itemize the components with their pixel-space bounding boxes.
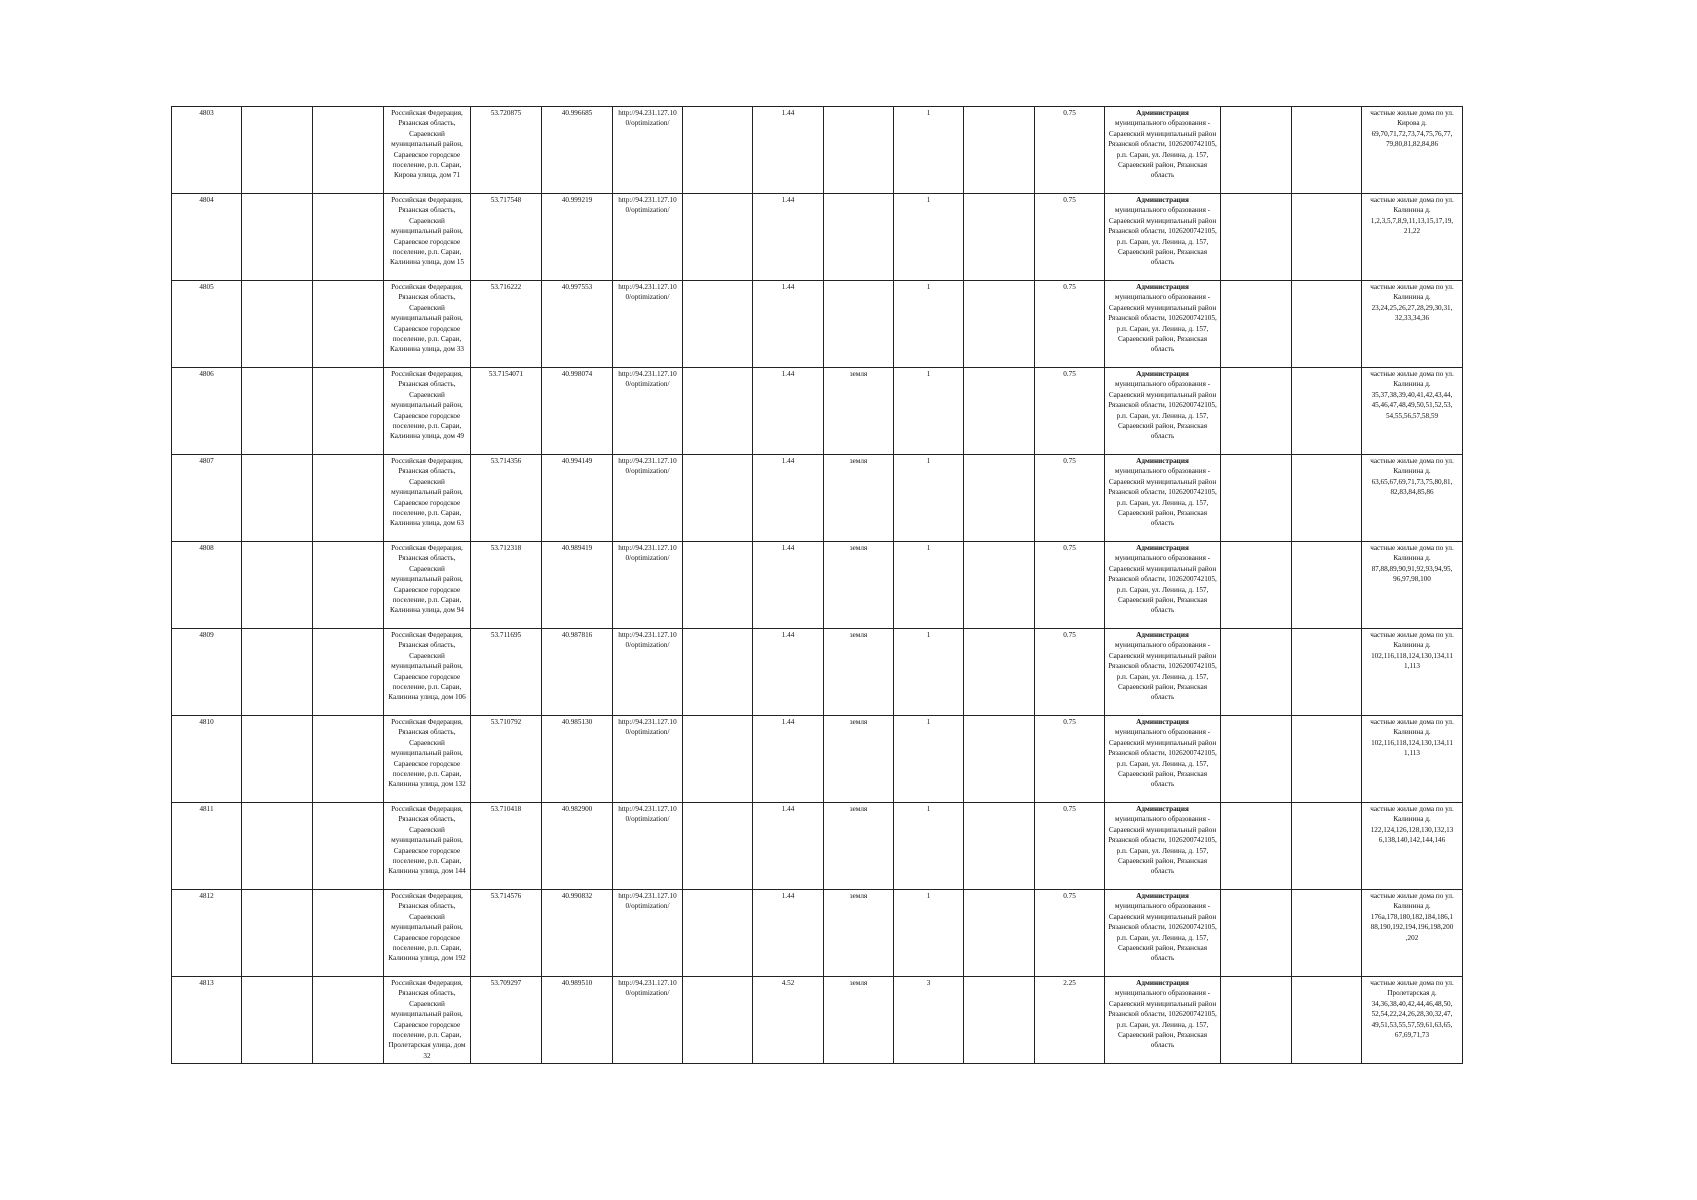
address-cell: Российская Федерация, Рязанская область, Сараевский муниципальный район, Сараевское городское поселение, р.п. Сараи, Калинина улица, дом 192: [384, 890, 471, 977]
latitude-cell: 53.716222: [471, 281, 542, 368]
container-count-cell: 1: [894, 107, 964, 194]
latitude-cell: 53.714356: [471, 455, 542, 542]
area-cell: 4.52: [753, 977, 824, 1064]
empty-cell: [964, 716, 1035, 803]
latitude-cell: 53.710792: [471, 716, 542, 803]
area-cell: 1.44: [753, 107, 824, 194]
table-row: [172, 890, 1463, 977]
address-cell: Российская Федерация, Рязанская область, Сараевский муниципальный район, Сараевское городское поселение, р.п. Сараи, Калинина улица, дом 33: [384, 281, 471, 368]
table-row: [172, 455, 1463, 542]
container-count-cell: 1: [894, 281, 964, 368]
source-cell: частные жилые дома по ул. Калинина д. 23,24,25,26,27,28,29,30,31, 32,33,34,36: [1362, 281, 1463, 368]
row-number: 4804: [172, 194, 242, 281]
area-cell: 1.44: [753, 803, 824, 890]
empty-cell: [1221, 281, 1292, 368]
link-cell[interactable]: http://94.231.127.10 0/optimization/: [613, 542, 683, 629]
source-cell: частные жилые дома по ул. Кирова д. 69,70,71,72,73,74,75,76,77, 79,80,81,82,84,86: [1362, 107, 1463, 194]
owner-cell: [1105, 716, 1221, 803]
empty-cell: [313, 890, 384, 977]
longitude-cell: 40.996685: [542, 107, 613, 194]
longitude-cell: 40.998074: [542, 368, 613, 455]
owner-cell: [1105, 368, 1221, 455]
empty-cell: [242, 803, 313, 890]
table-row: [172, 107, 1463, 194]
table-row: [172, 716, 1463, 803]
volume-cell: 0.75: [1035, 455, 1105, 542]
owner-heading: Администрация: [1136, 979, 1189, 987]
empty-cell: [313, 194, 384, 281]
empty-cell: [1221, 542, 1292, 629]
empty-cell: [1292, 716, 1362, 803]
cover-type-cell: [824, 194, 894, 281]
table-row: [172, 977, 1463, 1064]
empty-cell: [683, 281, 753, 368]
row-number: 4809: [172, 629, 242, 716]
owner-cell: [1105, 194, 1221, 281]
area-cell: 1.44: [753, 368, 824, 455]
empty-cell: [313, 629, 384, 716]
empty-cell: [964, 629, 1035, 716]
longitude-cell: 40.982900: [542, 803, 613, 890]
link-cell[interactable]: http://94.231.127.10 0/optimization/: [613, 716, 683, 803]
empty-cell: [1292, 890, 1362, 977]
link-cell[interactable]: http://94.231.127.10 0/optimization/: [613, 977, 683, 1064]
cover-type-cell: земля: [824, 977, 894, 1064]
owner-cell: [1105, 107, 1221, 194]
empty-cell: [313, 455, 384, 542]
link-cell[interactable]: http://94.231.127.10 0/optimization/: [613, 455, 683, 542]
area-cell: 1.44: [753, 629, 824, 716]
area-cell: 1.44: [753, 716, 824, 803]
owner-text: муниципального образования - Сараевский муниципальный район Рязанской области, 1026200742105, р.п. Сараи, ул. Ленина, д. 157, Сараевский район, Рязанская область: [1108, 293, 1217, 354]
empty-cell: [1221, 629, 1292, 716]
owner-cell: [1105, 455, 1221, 542]
owner-text: муниципального образования - Сараевский муниципальный район Рязанской области, 1026200742105, р.п. Сараи, ул. Ленина, д. 157, Сараевский район, Рязанская область: [1108, 902, 1217, 963]
owner-text: муниципального образования - Сараевский муниципальный район Рязанской области, 1026200742105, р.п. Сараи, ул. Ленина, д. 157, Сараевский район, Рязанская область: [1108, 119, 1217, 180]
source-cell: частные жилые дома по ул. Пролетарская д. 34,36,38,40,42,44,46,48,50, 52,54,22,24,26,28,30,32,47, 49,51,53,55,57,59,61,63,65, 67,69,71,73: [1362, 977, 1463, 1064]
empty-cell: [683, 803, 753, 890]
row-number: 4803: [172, 107, 242, 194]
empty-cell: [313, 107, 384, 194]
empty-cell: [313, 542, 384, 629]
empty-cell: [1221, 194, 1292, 281]
empty-cell: [1292, 455, 1362, 542]
area-cell: 1.44: [753, 542, 824, 629]
source-cell: частные жилые дома по ул. Калинина д. 176а,178,180,182,184,186,1 88,190,192,194,196,198,200 ,202: [1362, 890, 1463, 977]
link-cell[interactable]: http://94.231.127.10 0/optimization/: [613, 803, 683, 890]
volume-cell: 0.75: [1035, 803, 1105, 890]
owner-heading: Администрация: [1136, 544, 1189, 552]
cover-type-cell: земля: [824, 890, 894, 977]
row-number: 4808: [172, 542, 242, 629]
link-cell[interactable]: http://94.231.127.10 0/optimization/: [613, 107, 683, 194]
latitude-cell: 53.717548: [471, 194, 542, 281]
container-count-cell: 3: [894, 977, 964, 1064]
empty-cell: [964, 977, 1035, 1064]
address-cell: Российская Федерация, Рязанская область, Сараевский муниципальный район, Сараевское городское поселение, р.п. Сараи, Пролетарская улица, дом 32: [384, 977, 471, 1064]
owner-heading: Администрация: [1136, 109, 1189, 117]
registry-table: [171, 106, 1463, 1064]
empty-cell: [964, 542, 1035, 629]
link-cell[interactable]: http://94.231.127.10 0/optimization/: [613, 368, 683, 455]
empty-cell: [1292, 803, 1362, 890]
cover-type-cell: [824, 281, 894, 368]
longitude-cell: 40.989510: [542, 977, 613, 1064]
empty-cell: [313, 977, 384, 1064]
owner-heading: Администрация: [1136, 370, 1189, 378]
longitude-cell: 40.990832: [542, 890, 613, 977]
empty-cell: [242, 542, 313, 629]
empty-cell: [1221, 890, 1292, 977]
empty-cell: [683, 107, 753, 194]
latitude-cell: 53.7154071: [471, 368, 542, 455]
owner-text: муниципального образования - Сараевский муниципальный район Рязанской области, 1026200742105, р.п. Сараи, ул. Ленина, д. 157, Сараевский район, Рязанская область: [1108, 989, 1217, 1050]
owner-text: муниципального образования - Сараевский муниципальный район Рязанской области, 1026200742105, р.п. Сараи, ул. Ленина, д. 157, Сараевский район, Рязанская область: [1108, 815, 1217, 876]
owner-text: муниципального образования - Сараевский муниципальный район Рязанской области, 1026200742105, р.п. Сараи, ул. Ленина, д. 157, Сараевский район, Рязанская область: [1108, 467, 1217, 528]
area-cell: 1.44: [753, 890, 824, 977]
owner-text: муниципального образования - Сараевский муниципальный район Рязанской области, 1026200742105, р.п. Сараи, ул. Ленина, д. 157, Сараевский район, Рязанская область: [1108, 554, 1217, 615]
source-cell: частные жилые дома по ул. Калинина д. 1,2,3,5,7,8,9,11,13,15,17,19, 21,22: [1362, 194, 1463, 281]
volume-cell: 0.75: [1035, 368, 1105, 455]
container-count-cell: 1: [894, 890, 964, 977]
area-cell: 1.44: [753, 455, 824, 542]
empty-cell: [313, 281, 384, 368]
empty-cell: [242, 629, 313, 716]
container-count-cell: 1: [894, 455, 964, 542]
owner-text: муниципального образования - Сараевский муниципальный район Рязанской области, 1026200742105, р.п. Сараи, ул. Ленина, д. 157, Сараевский район, Рязанская область: [1108, 641, 1217, 702]
source-cell: частные жилые дома по ул. Калинина д. 102,116,118,124,130,134,11 1,113: [1362, 716, 1463, 803]
owner-cell: [1105, 803, 1221, 890]
row-number: 4811: [172, 803, 242, 890]
row-number: 4812: [172, 890, 242, 977]
link-cell[interactable]: http://94.231.127.10 0/optimization/: [613, 281, 683, 368]
container-count-cell: 1: [894, 716, 964, 803]
address-cell: Российская Федерация, Рязанская область, Сараевский муниципальный район, Сараевское городское поселение, р.п. Сараи, Калинина улица, дом 144: [384, 803, 471, 890]
owner-cell: [1105, 629, 1221, 716]
latitude-cell: 53.714576: [471, 890, 542, 977]
empty-cell: [242, 977, 313, 1064]
empty-cell: [964, 890, 1035, 977]
cover-type-cell: земля: [824, 803, 894, 890]
empty-cell: [683, 542, 753, 629]
owner-heading: Администрация: [1136, 283, 1189, 291]
empty-cell: [964, 455, 1035, 542]
container-count-cell: 1: [894, 629, 964, 716]
latitude-cell: 53.710418: [471, 803, 542, 890]
empty-cell: [683, 629, 753, 716]
address-cell: Российская Федерация, Рязанская область, Сараевский муниципальный район, Сараевское городское поселение, р.п. Сараи, Кирова улица, дом 71: [384, 107, 471, 194]
source-cell: частные жилые дома по ул. Калинина д. 63,65,67,69,71,73,75,80,81, 82,83,84,85,86: [1362, 455, 1463, 542]
owner-cell: [1105, 542, 1221, 629]
volume-cell: 2.25: [1035, 977, 1105, 1064]
volume-cell: 0.75: [1035, 194, 1105, 281]
empty-cell: [683, 455, 753, 542]
cover-type-cell: земля: [824, 629, 894, 716]
latitude-cell: 53.720875: [471, 107, 542, 194]
empty-cell: [242, 716, 313, 803]
latitude-cell: 53.711695: [471, 629, 542, 716]
table-row: [172, 629, 1463, 716]
empty-cell: [1292, 368, 1362, 455]
latitude-cell: 53.709297: [471, 977, 542, 1064]
volume-cell: 0.75: [1035, 890, 1105, 977]
volume-cell: 0.75: [1035, 281, 1105, 368]
empty-cell: [242, 368, 313, 455]
cover-type-cell: [824, 107, 894, 194]
volume-cell: 0.75: [1035, 107, 1105, 194]
address-cell: Российская Федерация, Рязанская область, Сараевский муниципальный район, Сараевское городское поселение, р.п. Сараи, Калинина улица, дом 132: [384, 716, 471, 803]
volume-cell: 0.75: [1035, 629, 1105, 716]
address-cell: Российская Федерация, Рязанская область, Сараевский муниципальный район, Сараевское городское поселение, р.п. Сараи, Калинина улица, дом 106: [384, 629, 471, 716]
container-count-cell: 1: [894, 803, 964, 890]
longitude-cell: 40.994149: [542, 455, 613, 542]
owner-cell: [1105, 281, 1221, 368]
empty-cell: [242, 890, 313, 977]
owner-text: муниципального образования - Сараевский муниципальный район Рязанской области, 1026200742105, р.п. Сараи, ул. Ленина, д. 157, Сараевский район, Рязанская область: [1108, 728, 1217, 789]
empty-cell: [313, 803, 384, 890]
cover-type-cell: земля: [824, 542, 894, 629]
row-number: 4810: [172, 716, 242, 803]
owner-cell: [1105, 977, 1221, 1064]
empty-cell: [964, 803, 1035, 890]
container-count-cell: 1: [894, 194, 964, 281]
volume-cell: 0.75: [1035, 542, 1105, 629]
empty-cell: [1221, 716, 1292, 803]
address-cell: Российская Федерация, Рязанская область, Сараевский муниципальный район, Сараевское городское поселение, р.п. Сараи, Калинина улица, дом 49: [384, 368, 471, 455]
empty-cell: [1221, 977, 1292, 1064]
longitude-cell: 40.989419: [542, 542, 613, 629]
empty-cell: [964, 281, 1035, 368]
source-cell: частные жилые дома по ул. Калинина д. 102,116,118,124,130,134,11 1,113: [1362, 629, 1463, 716]
owner-heading: Администрация: [1136, 718, 1189, 726]
row-number: 4807: [172, 455, 242, 542]
empty-cell: [964, 194, 1035, 281]
empty-cell: [1292, 542, 1362, 629]
longitude-cell: 40.985130: [542, 716, 613, 803]
table-row: [172, 542, 1463, 629]
empty-cell: [683, 977, 753, 1064]
table-row: [172, 281, 1463, 368]
empty-cell: [683, 716, 753, 803]
empty-cell: [1292, 281, 1362, 368]
row-number: 4813: [172, 977, 242, 1064]
longitude-cell: 40.997553: [542, 281, 613, 368]
volume-cell: 0.75: [1035, 716, 1105, 803]
row-number: 4806: [172, 368, 242, 455]
owner-heading: Администрация: [1136, 457, 1189, 465]
longitude-cell: 40.987816: [542, 629, 613, 716]
longitude-cell: 40.999219: [542, 194, 613, 281]
empty-cell: [313, 368, 384, 455]
owner-heading: Администрация: [1136, 805, 1189, 813]
document-page: [171, 106, 1462, 1064]
area-cell: 1.44: [753, 281, 824, 368]
row-number: 4805: [172, 281, 242, 368]
owner-text: муниципального образования - Сараевский муниципальный район Рязанской области, 1026200742105, р.п. Сараи, ул. Ленина, д. 157, Сараевский район, Рязанская область: [1108, 380, 1217, 441]
source-cell: частные жилые дома по ул. Калинина д. 35,37,38,39,40,41,42,43,44, 45,46,47,48,49,50,51,52,53, 54,55,56,57,58,59: [1362, 368, 1463, 455]
empty-cell: [1292, 107, 1362, 194]
empty-cell: [313, 716, 384, 803]
address-cell: Российская Федерация, Рязанская область, Сараевский муниципальный район, Сараевское городское поселение, р.п. Сараи, Калинина улица, дом 94: [384, 542, 471, 629]
latitude-cell: 53.712318: [471, 542, 542, 629]
owner-cell: [1105, 890, 1221, 977]
empty-cell: [683, 194, 753, 281]
table-row: [172, 368, 1463, 455]
empty-cell: [1292, 977, 1362, 1064]
cover-type-cell: земля: [824, 368, 894, 455]
source-cell: частные жилые дома по ул. Калинина д. 87,88,89,90,91,92,93,94,95, 96,97,98,100: [1362, 542, 1463, 629]
address-cell: Российская Федерация, Рязанская область, Сараевский муниципальный район, Сараевское городское поселение, р.п. Сараи, Калинина улица, дом 15: [384, 194, 471, 281]
owner-heading: Администрация: [1136, 196, 1189, 204]
source-cell: частные жилые дома по ул. Калинина д. 122,124,126,128,130,132,13 6,138,140,142,144,146: [1362, 803, 1463, 890]
empty-cell: [683, 890, 753, 977]
cover-type-cell: земля: [824, 716, 894, 803]
empty-cell: [964, 368, 1035, 455]
empty-cell: [1221, 803, 1292, 890]
table-row: [172, 803, 1463, 890]
empty-cell: [964, 107, 1035, 194]
empty-cell: [242, 455, 313, 542]
empty-cell: [1221, 368, 1292, 455]
empty-cell: [1221, 455, 1292, 542]
owner-heading: Администрация: [1136, 631, 1189, 639]
empty-cell: [242, 194, 313, 281]
link-cell[interactable]: http://94.231.127.10 0/optimization/: [613, 629, 683, 716]
owner-text: муниципального образования - Сараевский муниципальный район Рязанской области, 1026200742105, р.п. Сараи, ул. Ленина, д. 157, Сараевский район, Рязанская область: [1108, 206, 1217, 267]
area-cell: 1.44: [753, 194, 824, 281]
container-count-cell: 1: [894, 542, 964, 629]
empty-cell: [683, 368, 753, 455]
owner-heading: Администрация: [1136, 892, 1189, 900]
empty-cell: [1221, 107, 1292, 194]
cover-type-cell: земля: [824, 455, 894, 542]
empty-cell: [1292, 629, 1362, 716]
table-row: [172, 194, 1463, 281]
empty-cell: [242, 107, 313, 194]
address-cell: Российская Федерация, Рязанская область, Сараевский муниципальный район, Сараевское городское поселение, р.п. Сараи, Калинина улица, дом 63: [384, 455, 471, 542]
container-count-cell: 1: [894, 368, 964, 455]
empty-cell: [242, 281, 313, 368]
empty-cell: [1292, 194, 1362, 281]
link-cell[interactable]: http://94.231.127.10 0/optimization/: [613, 194, 683, 281]
link-cell[interactable]: http://94.231.127.10 0/optimization/: [613, 890, 683, 977]
